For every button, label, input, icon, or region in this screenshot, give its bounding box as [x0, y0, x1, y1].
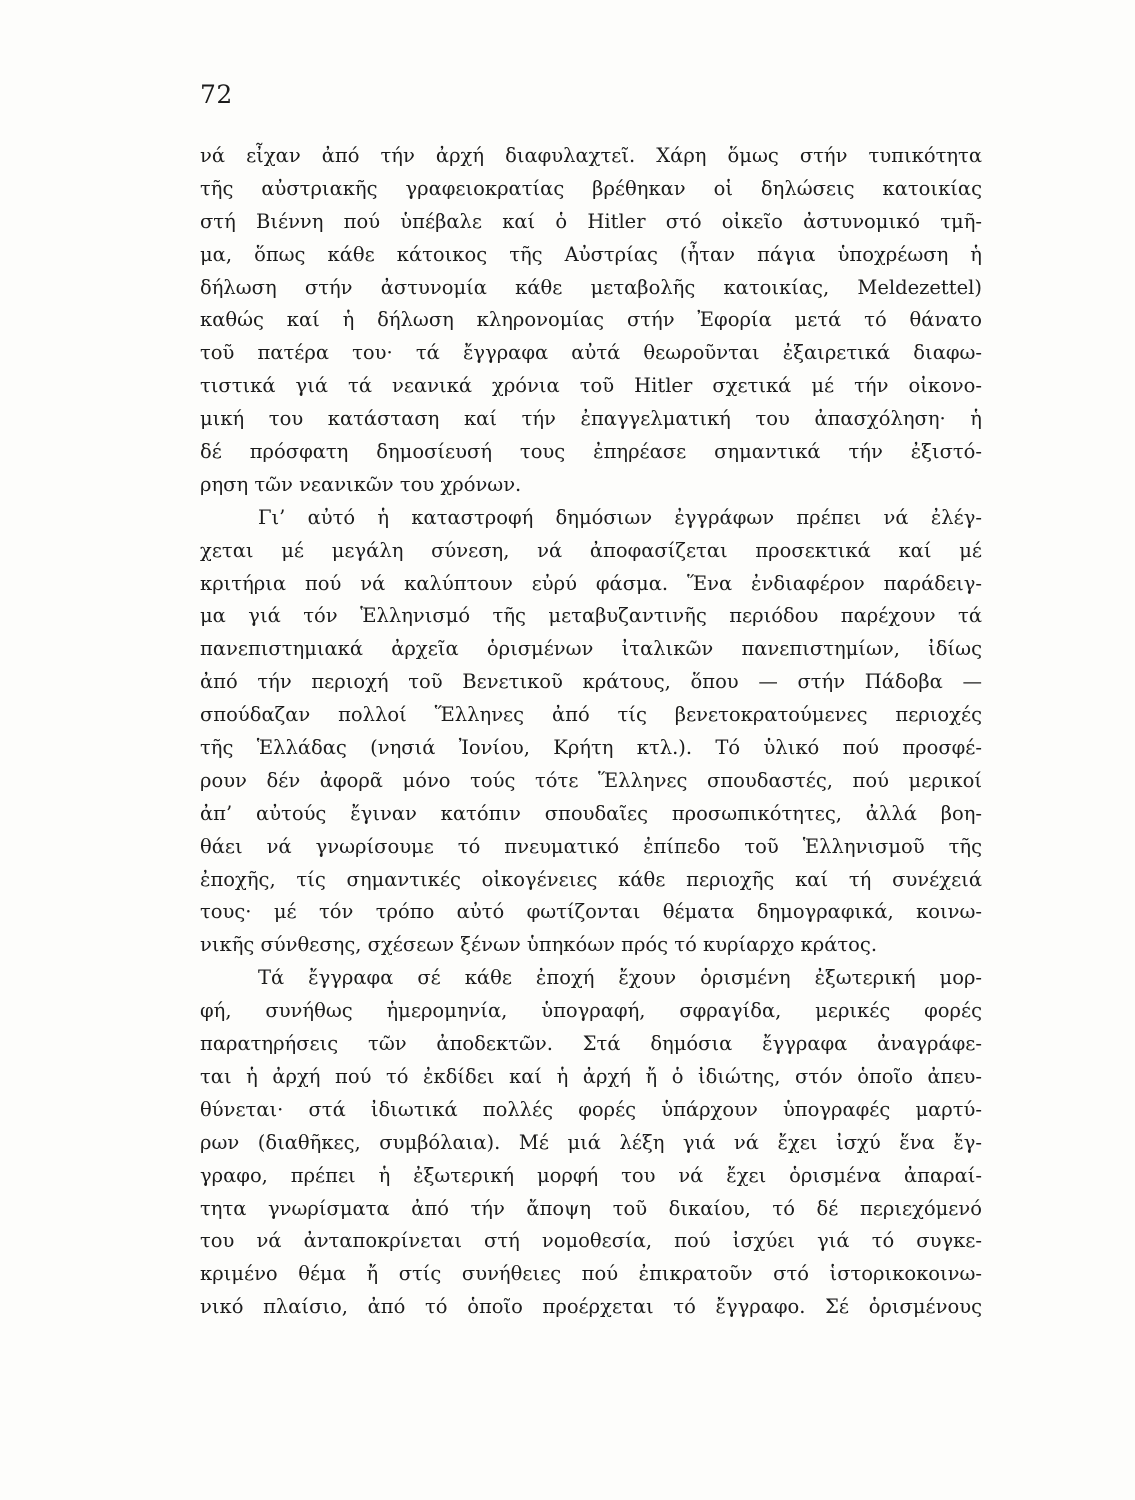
text-line: φή, συνήθως ἡμερομηνία, ὑπογραφή, σφραγίδα, μερικές φορές	[200, 999, 982, 1023]
text-line: νικό πλαίσιο, ἀπό τό ὁποῖο προέρχεται τό ἔγγραφο. Σέ ὁρισμένους	[200, 1295, 982, 1319]
text-line: δέ πρόσφατη δημοσίευσή τους ἐπηρέασε σημαντικά τήν ἐξιστό-	[200, 440, 982, 464]
text-line: θύνεται· στά ἰδιωτικά πολλές φορές ὑπάρχουν ὑπογραφές μαρτύ-	[200, 1097, 982, 1121]
text-line: τοῦ πατέρα του· τά ἔγγραφα αὐτά θεωροῦνται ἐξαιρετικά διαφω-	[200, 341, 982, 365]
text-line: ρουν δέν ἀφορᾶ μόνο τούς τότε Ἕλληνες σπουδαστές, πού μερικοί	[200, 768, 982, 792]
text-line: κριμένο θέμα ἤ στίς συνήθειες πού ἐπικρατοῦν στό ἱστορικοκοινω-	[200, 1262, 982, 1286]
text-line: πανεπιστημιακά ἀρχεῖα ὁρισμένων ἰταλικῶν πανεπιστημίων, ἰδίως	[200, 637, 982, 661]
text-line: ρηση τῶν νεανικῶν του χρόνων.	[200, 472, 522, 496]
text-line: τιστικά γιά τά νεανικά χρόνια τοῦ Hitler σχετικά μέ τήν οἰκονο-	[200, 374, 982, 398]
text-line: τῆς αὐστριακῆς γραφειοκρατίας βρέθηκαν οἱ δηλώσεις κατοικίας	[200, 176, 982, 200]
text-line: ρων (διαθῆκες, συμβόλαια). Μέ μιά λέξη γιά νά ἔχει ἰσχύ ἕνα ἔγ-	[200, 1130, 982, 1154]
text-line: κριτήρια πού νά καλύπτουν εὐρύ φάσμα. Ἕνα ἐνδιαφέρον παράδειγ-	[200, 571, 982, 595]
text-line: Τά ἔγγραφα σέ κάθε ἐποχή ἔχουν ὁρισμένη ἐξωτερική μορ-	[258, 966, 982, 990]
text-line: τητα γνωρίσματα ἀπό τήν ἄποψη τοῦ δικαίου, τό δέ περιεχόμενό	[200, 1196, 982, 1220]
text-line: ἀπό τήν περιοχή τοῦ Βενετικοῦ κράτους, ὅπου — στήν Πάδοβα —	[200, 670, 982, 694]
text-line: τῆς Ἑλλάδας (νησιά Ἰονίου, Κρήτη κτλ.). Τό ὑλικό πού προσφέ-	[200, 736, 982, 760]
text-line: στή Βιέννη πού ὑπέβαλε καί ὁ Hitler στό οἰκεῖο ἀστυνομικό τμῆ-	[200, 209, 982, 233]
text-line: μα, ὅπως κάθε κάτοικος τῆς Αὐστρίας (ἦταν πάγια ὑποχρέωση ἡ	[200, 242, 982, 266]
text-line: δήλωση στήν ἀστυνομία κάθε μεταβολῆς κατοικίας, Meldezettel)	[200, 275, 982, 299]
text-line: νικῆς σύνθεσης, σχέσεων ξένων ὑπηκόων πρός τό κυρίαρχο κράτος.	[200, 933, 878, 957]
text-line: χεται μέ μεγάλη σύνεση, νά ἀποφασίζεται προσεκτικά καί μέ	[200, 538, 982, 562]
text-line: θάει νά γνωρίσουμε τό πνευματικό ἐπίπεδο τοῦ Ἑλληνισμοῦ τῆς	[200, 834, 982, 858]
page-number: 72	[200, 80, 233, 109]
text-line: Γι’ αὐτό ἡ καταστροφή δημόσιων ἐγγράφων πρέπει νά ἐλέγ-	[258, 505, 982, 529]
text-line: παρατηρήσεις τῶν ἀποδεκτῶν. Στά δημόσια ἔγγραφα ἀναγράφε-	[200, 1032, 982, 1056]
text-line: ἐποχῆς, τίς σημαντικές οἰκογένειες κάθε περιοχῆς καί τή συνέχειά	[200, 867, 982, 891]
text-line: ἀπ’ αὐτούς ἔγιναν κατόπιν σπουδαῖες προσωπικότητες, ἀλλά βοη-	[200, 801, 982, 825]
body-text	[200, 140, 982, 1324]
text-line: καθώς καί ἡ δήλωση κληρονομίας στήν Ἐφορία μετά τό θάνατο	[200, 308, 982, 332]
text-line: σπούδαζαν πολλοί Ἕλληνες ἀπό τίς βενετοκρατούμενες περιοχές	[200, 703, 982, 727]
text-line: μα γιά τόν Ἑλληνισμό τῆς μεταβυζαντινῆς περιόδου παρέχουν τά	[200, 604, 982, 628]
text-line: τους· μέ τόν τρόπο αὐτό φωτίζονται θέματα δημογραφικά, κοινω-	[200, 900, 982, 924]
text-line: νά εἶχαν ἀπό τήν ἀρχή διαφυλαχτεῖ. Χάρη ὅμως στήν τυπικότητα	[200, 144, 982, 167]
text-line: γραφο, πρέπει ἡ ἐξωτερική μορφή του νά ἔχει ὁρισμένα ἀπαραί-	[200, 1163, 982, 1187]
text-line: του νά ἀνταποκρίνεται στή νομοθεσία, πού ἰσχύει γιά τό συγκε-	[200, 1229, 982, 1253]
text-line: μική του κατάσταση καί τήν ἐπαγγελματική του ἀπασχόληση· ἡ	[200, 407, 982, 431]
text-line: ται ἡ ἀρχή πού τό ἐκδίδει καί ἡ ἀρχή ἤ ὁ ἰδιώτης, στόν ὁποῖο ἀπευ-	[200, 1064, 982, 1088]
